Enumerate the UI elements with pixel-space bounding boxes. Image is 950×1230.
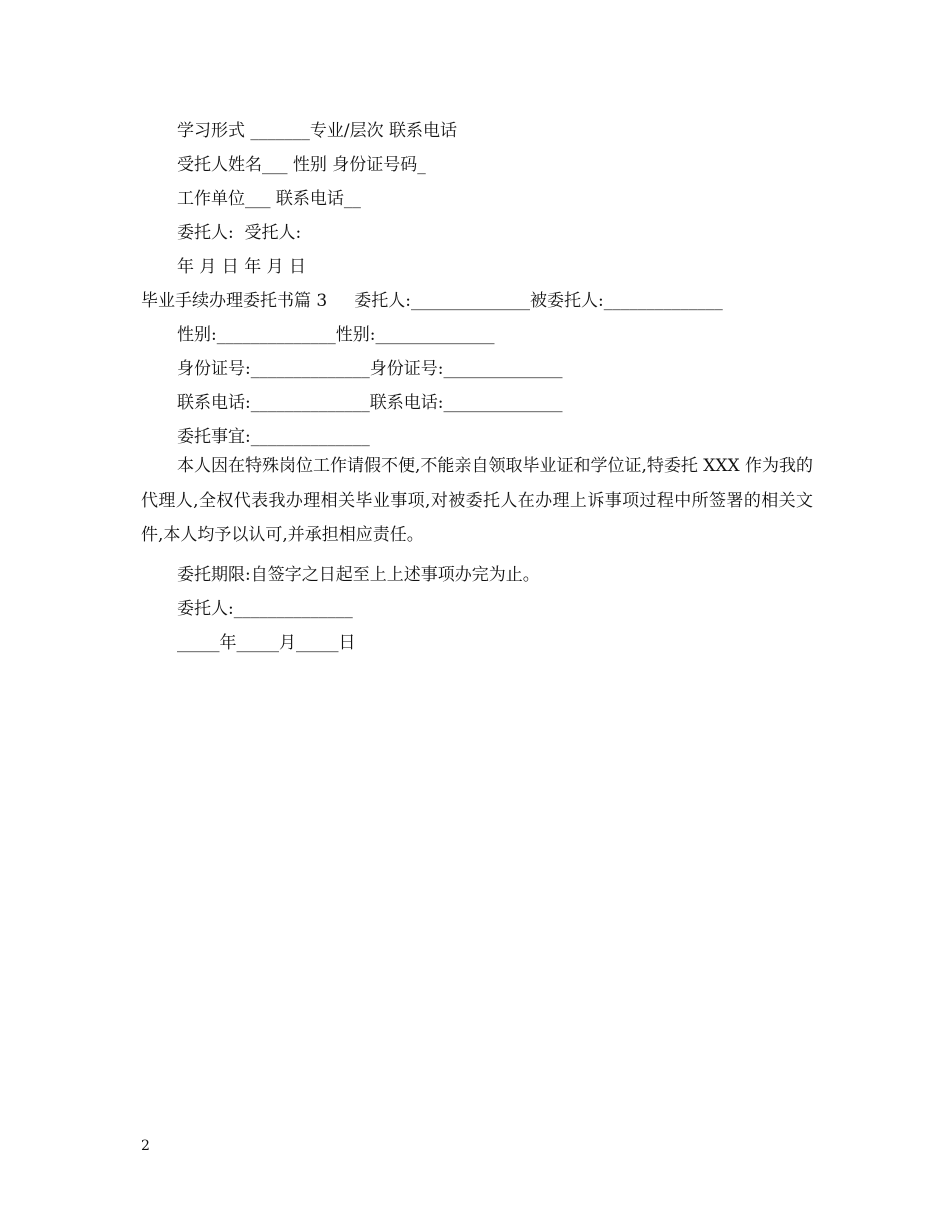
- trustee-name-line: 受托人姓名___ 性别 身份证号码_: [177, 155, 426, 175]
- work-unit-line: 工作单位___ 联系电话__: [177, 189, 361, 209]
- id-number-line: 身份证号:______________身份证号:______________: [177, 359, 563, 379]
- signers-line: 委托人: 受托人:: [177, 223, 302, 243]
- matter-line: 委托事宜:______________: [177, 427, 370, 447]
- signature-date-line: _____年_____月_____日: [177, 633, 356, 653]
- signer-line: 委托人:______________: [177, 599, 353, 619]
- gender-line: 性别:______________性别:______________: [177, 325, 495, 345]
- study-form-line: 学习形式 _______专业/层次 联系电话: [177, 121, 458, 141]
- section-heading-line: 毕业手续办理委托书篇 3 委托人:______________被委托人:______________: [141, 291, 723, 311]
- date-line: 年 月 日 年 月 日: [177, 257, 307, 277]
- page-number: 2: [141, 1138, 150, 1154]
- term-line: 委托期限:自签字之日起至上上述事项办完为止。: [177, 565, 540, 585]
- phone-line: 联系电话:______________联系电话:______________: [177, 393, 563, 413]
- body-paragraph: 本人因在特殊岗位工作请假不便,不能亲自领取毕业证和学位证,特委托 XXX 作为我的代理人,全权代表我办理相关毕业事项,对被委托人在办理上诉事项过程中所签署的相关文件,本人均予以认可,并承担相应责任。: [141, 456, 813, 545]
